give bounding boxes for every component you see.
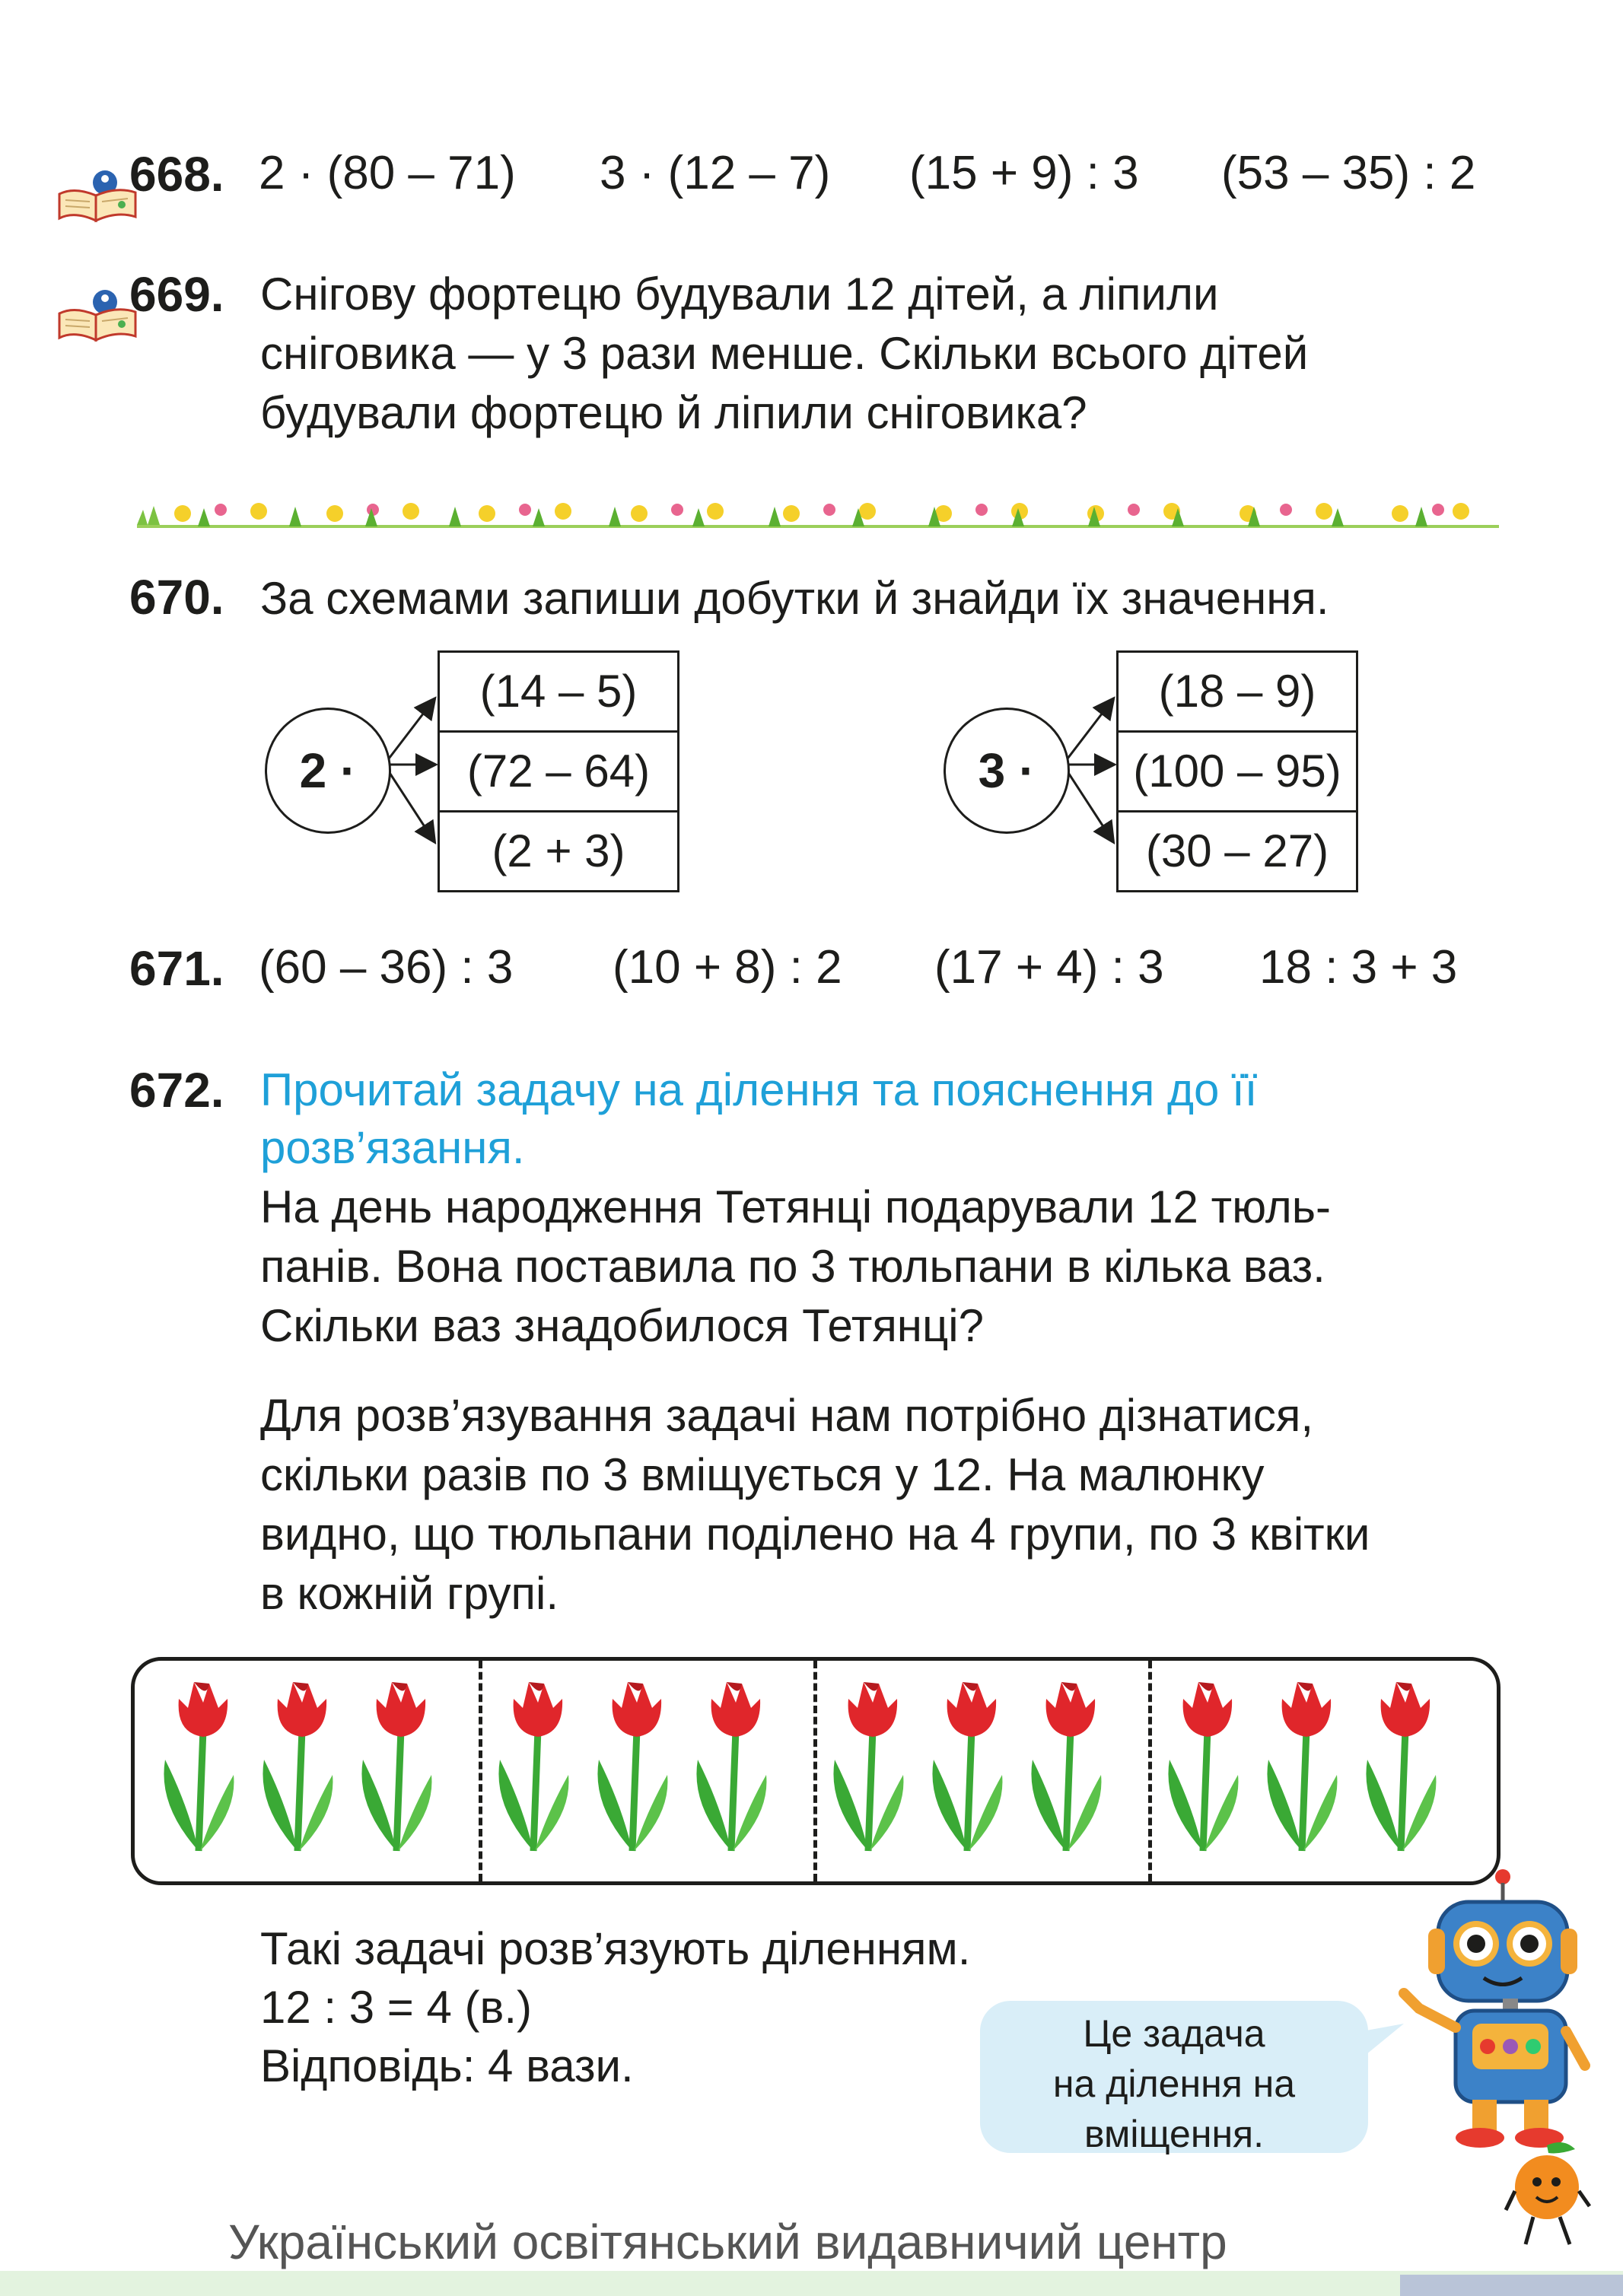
tulip-icon <box>1031 1682 1101 1851</box>
tulip-icon <box>164 1682 234 1851</box>
exercise-670-number: 670. <box>129 570 224 625</box>
scheme-cell: (2 + 3) <box>492 825 625 876</box>
tulip-icon <box>696 1682 766 1851</box>
page-tab <box>1400 2275 1623 2296</box>
text-line: сніговика — у 3 рази менше. Скільки всього дітей <box>260 328 1309 379</box>
text-line: скільки разів по 3 вміщується у 12. На малюнку <box>260 1449 1265 1500</box>
scheme-1-multiplier: 2 · <box>265 708 391 834</box>
expression: (60 – 36) : 3 <box>259 941 514 994</box>
publisher-name: Український освітянський видавничий центр <box>228 2215 1227 2269</box>
exercise-669-number: 669. <box>129 267 224 322</box>
scheme-1-box <box>438 650 679 892</box>
tulip-icon <box>361 1682 431 1851</box>
solution-line: Такі задачі розв’язують діленням. <box>260 1923 971 1974</box>
text-line: в кожній групі. <box>260 1568 559 1619</box>
speech-bubble <box>980 2001 1368 2153</box>
expression: 3 · (12 – 7) <box>600 147 831 199</box>
expression: (10 + 8) : 2 <box>613 941 842 994</box>
scheme-cell: (30 – 27) <box>1145 825 1329 876</box>
tulip-icon <box>1366 1682 1436 1851</box>
exercise-672-number: 672. <box>129 1063 224 1118</box>
tulip-icon <box>1267 1682 1337 1851</box>
tulip-icon <box>932 1682 1002 1851</box>
bubble-line: Це задача <box>1083 2012 1265 2055</box>
bubble-line: на ділення на <box>1052 2062 1296 2105</box>
expression: 18 : 3 + 3 <box>1259 941 1458 994</box>
tulip-icon <box>263 1682 333 1851</box>
exercise-668-number: 668. <box>129 147 224 202</box>
decorative-border <box>137 487 1499 533</box>
scheme-2-box <box>1116 650 1358 892</box>
solution-line: 12 : 3 = 4 (в.) <box>260 1982 533 2033</box>
expression: (53 – 35) : 2 <box>1221 147 1476 199</box>
text-line: На день народження Тетянці подарували 12 тюль- <box>260 1181 1332 1232</box>
bubble-line: вміщення. <box>1084 2113 1265 2155</box>
tulip-illustration <box>131 1657 1500 1885</box>
scheme-cell: (14 – 5) <box>440 653 677 733</box>
text-line: панів. Вона поставила по 3 тюльпани в кілька ваз. <box>260 1241 1325 1292</box>
tulip-icon <box>498 1682 568 1851</box>
robot-icon <box>1389 1868 1594 2153</box>
expression: (15 + 9) : 3 <box>909 147 1139 199</box>
tulip-icon <box>1168 1682 1238 1851</box>
exercise-670-text: За схемами запиши добутки й знайди їх значення. <box>260 573 1329 624</box>
scheme-cell: (72 – 64) <box>440 733 677 813</box>
tangerine-icon <box>1503 2138 1594 2256</box>
text-line: Скільки ваз знадобилося Тетянці? <box>260 1300 985 1351</box>
exercise-672-heading: Прочитай задачу на ділення та пояснення до її <box>260 1064 1258 1115</box>
text-line: Снігову фортецю будували 12 дітей, а ліпили <box>260 269 1219 320</box>
exercise-671-number: 671. <box>129 941 224 996</box>
footer-strip <box>0 2271 1623 2296</box>
tulip-icon <box>833 1682 903 1851</box>
scheme-2-multiplier: 3 · <box>944 708 1070 834</box>
solution-line: Відповідь: 4 вази. <box>260 2040 634 2091</box>
scheme-cell: (100 – 95) <box>1119 733 1356 813</box>
text-line: будували фортецю й ліпили сніговика? <box>260 387 1087 438</box>
text-line: видно, що тюльпани поділено на 4 групи, по 3 квітки <box>260 1509 1370 1560</box>
expression: (17 + 4) : 3 <box>934 941 1164 994</box>
text-line: Для розв’язування задачі нам потрібно дізнатися, <box>260 1390 1313 1441</box>
expression: 2 · (80 – 71) <box>259 147 516 199</box>
scheme-cell: (18 – 9) <box>1119 653 1356 733</box>
tulip-icon <box>597 1682 667 1851</box>
exercise-672-heading: розв’язання. <box>260 1122 525 1173</box>
